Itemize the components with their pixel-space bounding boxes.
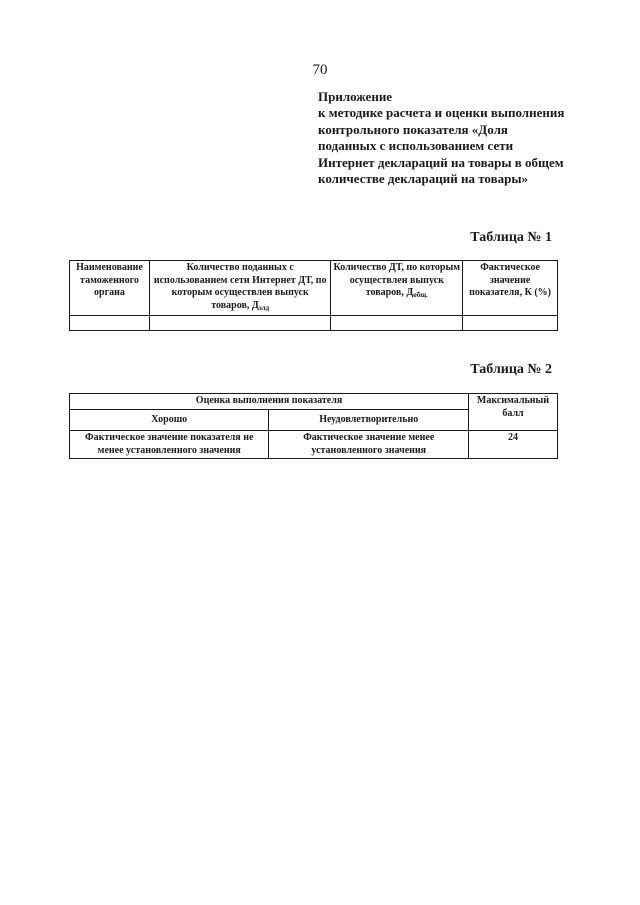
appendix-line: количестве деклараций на товары» xyxy=(318,171,528,187)
table2-cell-max: 24 xyxy=(469,431,558,459)
table1-header-customs-body: Наименование таможенного органа xyxy=(70,261,150,316)
table-cell xyxy=(463,316,558,331)
table2-header-bad: Неудовлетворительно xyxy=(269,409,469,431)
table-cell xyxy=(149,316,331,331)
table-cell xyxy=(70,316,150,331)
table1-caption: Таблица № 1 xyxy=(470,230,552,245)
table1-header-actual-value: Фактическое значение показателя, К (%) xyxy=(463,261,558,316)
appendix-line: Приложение xyxy=(318,89,393,104)
table-row xyxy=(70,431,558,459)
table1-header-total-dt: Количество ДТ, по которым осуществлен выпуск товаров, $Д_{общ.}$ xyxy=(331,261,463,316)
subscript: элд xyxy=(258,303,270,312)
table-row xyxy=(70,316,558,331)
table2-caption: Таблица № 2 xyxy=(470,362,552,377)
table2-group-header: Оценка выполнения показателя xyxy=(70,394,469,410)
table2 xyxy=(69,393,558,459)
table1 xyxy=(69,260,558,331)
table2-cell-good: Фактическое значение показателя не менее установленного значения xyxy=(70,431,269,459)
table2-max-header: Максимальный балл xyxy=(469,394,558,431)
subscript: общ. xyxy=(413,291,428,299)
table2-header-good: Хорошо xyxy=(70,409,269,431)
page-number: 70 xyxy=(312,62,328,78)
table2-cell-bad: Фактическое значение менее установленного значения xyxy=(269,431,469,459)
table-cell xyxy=(331,316,463,331)
appendix-line: контрольного показателя «Доля xyxy=(318,121,508,137)
appendix-line: к методике расчета и оценки выполнения xyxy=(318,105,565,121)
appendix-line: Интернет деклараций на товары в общем xyxy=(318,154,564,170)
appendix-line: поданных с использованием сети xyxy=(318,138,514,154)
table1-header-internet-dt: Количество поданных с использованием сети Интернет ДТ, по которым осуществлен выпуск товаров, $Д_{элд}$ xyxy=(149,261,331,316)
appendix-heading xyxy=(318,89,618,187)
